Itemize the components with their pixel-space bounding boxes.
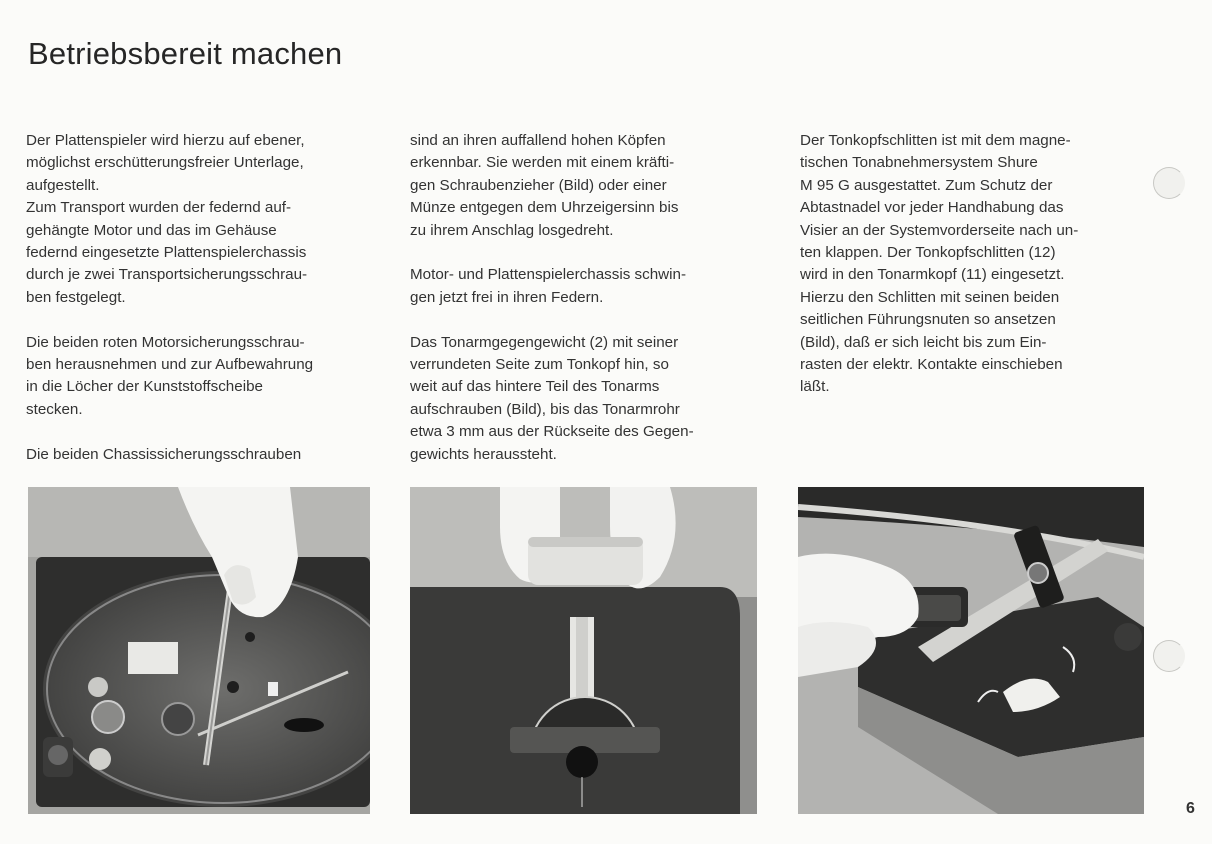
photo-cartridge-slide bbox=[798, 487, 1144, 814]
text-line: läßt. bbox=[800, 378, 830, 396]
text-column-2 bbox=[410, 130, 760, 488]
text-column-3 bbox=[800, 130, 1150, 421]
text-line: rasten der elektr. Kontakte einschieben bbox=[800, 356, 1063, 374]
photo-screwdriver-chassis-icon bbox=[28, 487, 370, 814]
text-line: gen jetzt frei in ihren Federn. bbox=[410, 288, 604, 306]
paragraph bbox=[410, 130, 760, 242]
text-line: durch je zwei Transportsicherungsschrau- bbox=[26, 266, 308, 284]
photo-screwdriver-chassis bbox=[28, 487, 370, 814]
text-line: federnd eingesetzte Plattenspielerchassis bbox=[26, 244, 307, 262]
paragraph bbox=[26, 332, 376, 422]
text-line: verrundeten Seite zum Tonkopf hin, so bbox=[410, 356, 669, 374]
binding-hole-top bbox=[1153, 167, 1185, 199]
text-line: stecken. bbox=[26, 400, 83, 418]
text-line: M 95 G ausgestattet. Zum Schutz der bbox=[800, 176, 1053, 194]
text-line: in die Löcher der Kunststoffscheibe bbox=[26, 378, 263, 396]
text-line: Hierzu den Schlitten mit seinen beiden bbox=[800, 288, 1060, 306]
text-line: wird in den Tonarmkopf (11) eingesetzt. bbox=[800, 266, 1065, 284]
text-line: weit auf das hintere Teil des Tonarms bbox=[410, 378, 660, 396]
text-line: Zum Transport wurden der federnd auf- bbox=[26, 199, 292, 217]
text-line: sind an ihren auffallend hohen Köpfen bbox=[410, 132, 666, 149]
text-line: Das Tonarmgegengewicht (2) mit seiner bbox=[410, 333, 679, 351]
text-line: Die beiden Chassissicherungsschrauben bbox=[26, 445, 302, 463]
text-line: Münze entgegen dem Uhrzeigersinn bis bbox=[410, 199, 679, 217]
photo-cartridge-slide-icon bbox=[798, 487, 1144, 814]
text-line: gehängte Motor und das im Gehäuse bbox=[26, 221, 277, 239]
text-line: ten klappen. Der Tonkopfschlitten (12) bbox=[800, 244, 1056, 262]
text-line: ben festgelegt. bbox=[26, 288, 126, 306]
text-column-1 bbox=[26, 130, 376, 488]
text-line: Der Plattenspieler wird hierzu auf ebener, bbox=[26, 132, 305, 149]
text-line: Abtastnadel vor jeder Handhabung das bbox=[800, 199, 1064, 217]
text-line: gewichts heraussteht. bbox=[410, 445, 557, 463]
text-line: zu ihrem Anschlag losgedreht. bbox=[410, 221, 614, 239]
binding-hole-bottom bbox=[1153, 640, 1185, 672]
text-line: aufgestellt. bbox=[26, 176, 100, 194]
text-line: seitlichen Führungsnuten so ansetzen bbox=[800, 311, 1056, 329]
paragraph bbox=[410, 264, 760, 309]
paragraph bbox=[26, 444, 376, 466]
text-line: gen Schraubenzieher (Bild) oder einer bbox=[410, 176, 667, 194]
paragraph bbox=[800, 130, 1150, 399]
text-line: aufschrauben (Bild), bis das Tonarmrohr bbox=[410, 400, 680, 418]
page-number: 6 bbox=[1186, 800, 1195, 817]
text-line: tischen Tonabnehmersystem Shure bbox=[800, 154, 1038, 172]
page-title: Betriebsbereit machen bbox=[28, 36, 343, 71]
text-line: (Bild), daß er sich leicht bis zum Ein- bbox=[800, 333, 1047, 351]
text-line: Motor- und Plattenspielerchassis schwin- bbox=[410, 266, 687, 284]
paragraph bbox=[26, 130, 376, 309]
text-line: erkennbar. Sie werden mit einem kräfti- bbox=[410, 154, 675, 172]
paragraph bbox=[410, 332, 760, 466]
text-line: Die beiden roten Motorsicherungsschrau- bbox=[26, 333, 305, 351]
photo-counterweight-tonearm bbox=[410, 487, 757, 814]
text-line: Der Tonkopfschlitten ist mit dem magne- bbox=[800, 132, 1071, 149]
text-line: Visier an der Systemvorderseite nach un- bbox=[800, 221, 1079, 239]
text-line: ben herausnehmen und zur Aufbewahrung bbox=[26, 356, 314, 374]
photo-counterweight-tonearm-icon bbox=[410, 487, 757, 814]
text-line: etwa 3 mm aus der Rückseite des Gegen- bbox=[410, 423, 694, 441]
text-line: möglichst erschütterungsfreier Unterlage, bbox=[26, 154, 304, 172]
